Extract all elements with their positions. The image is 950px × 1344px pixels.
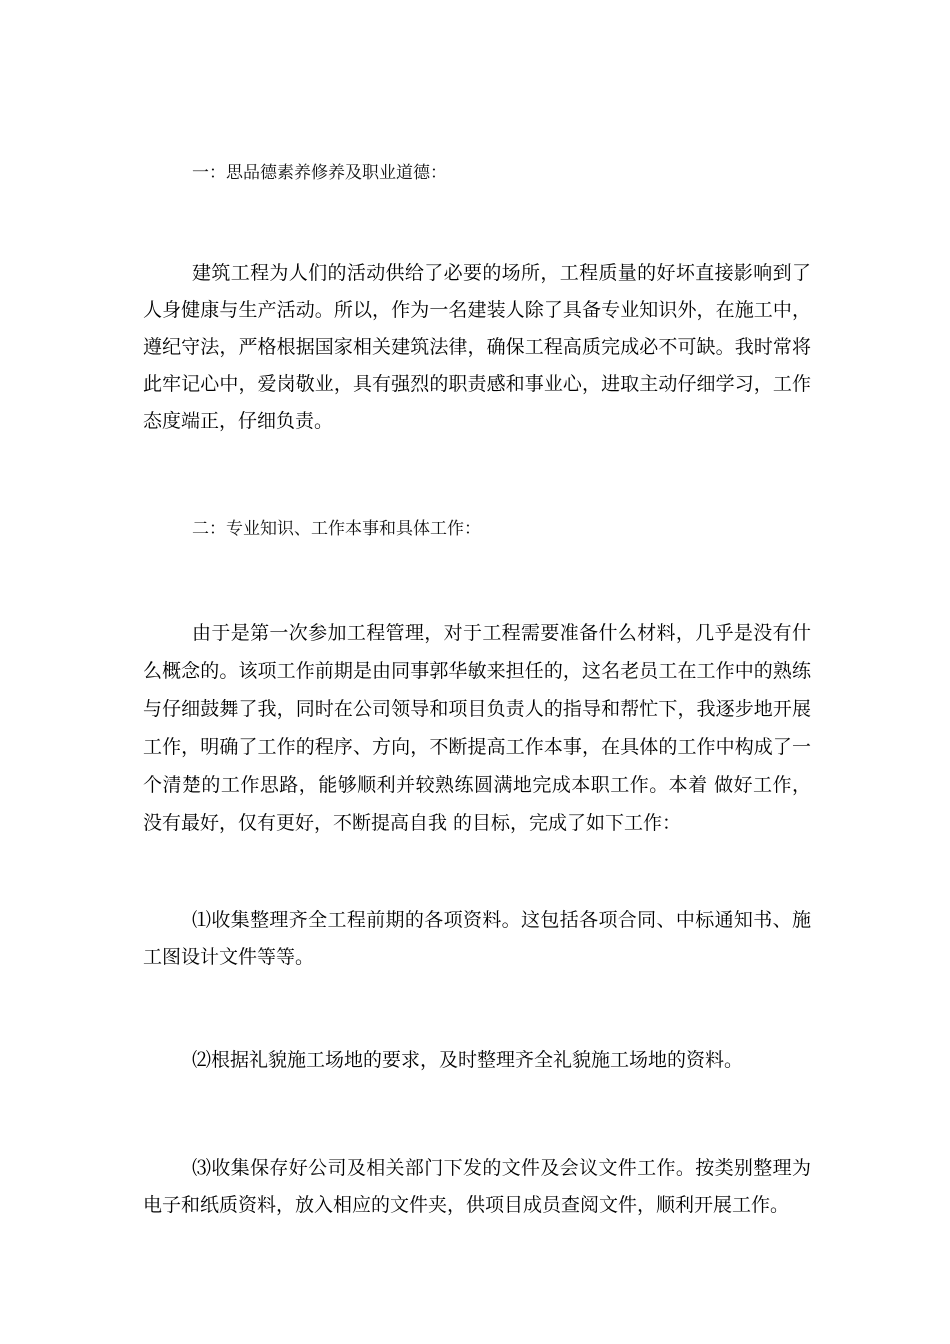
section-2-heading: 二：专业知识、工作本事和具体工作： [192,519,481,539]
section-2-paragraph: 由于是第一次参加工程管理，对于工程需要准备什么材料，几乎是没有什么概念的。该项工作前期是由同事郭华敏来担任的，这名老员工在工作中的熟练与仔细鼓舞了我，同时在公司领导和项目负责人的指导和帮忙下，我逐步地开展工作，明确了工作的程序、方向，不断提高工作本事，在具体的工作中构成了一个清楚的工作思路，能够顺利并较熟练圆满地完成本职工作。本着 做好工作，没有最好，仅有更好，不断提高自我 的目标，完成了如下工作： [143,622,811,834]
work-item-1: ⑴收集整理齐全工程前期的各项资料。这包括各项合同、中标通知书、施工图设计文件等等。 [143,909,811,968]
work-item-3: ⑶收集保存好公司及相关部门下发的文件及会议文件工作。按类别整理为电子和纸质资料，放入相应的文件夹，供项目成员查阅文件，顺利开展工作。 [143,1157,811,1216]
section-1-heading: 一：思品德素养修养及职业道德： [192,163,447,183]
work-item-2: ⑵根据礼貌施工场地的要求，及时整理齐全礼貌施工场地的资料。 [192,1049,744,1071]
section-1-paragraph: 建筑工程为人们的活动供给了必要的场所，工程质量的好坏直接影响到了人身健康与生产活动。所以，作为一名建装人除了具备专业知识外，在施工中，遵纪守法，严格根据国家相关建筑法律，确保工程高质完成必不可缺。我时常将此牢记心中，爱岗敬业，具有强烈的职责感和事业心，进取主动仔细学习，工作态度端正，仔细负责。 [143,262,811,432]
